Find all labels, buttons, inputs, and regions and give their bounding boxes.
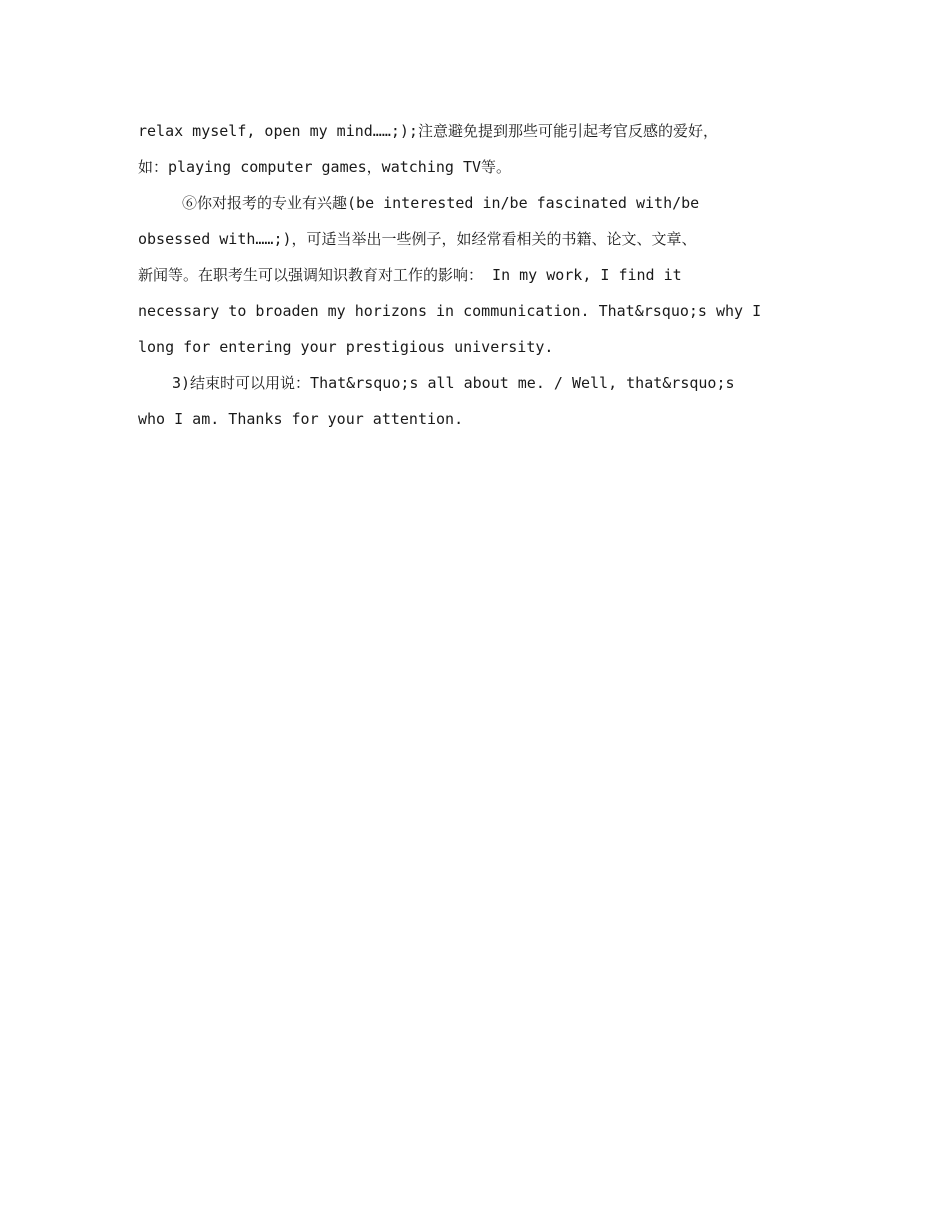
paragraph-major-interest bbox=[138, 185, 814, 365]
paragraph-hobbies-continued bbox=[138, 113, 814, 185]
text-line: 3)结束时可以用说：That&rsquo;s all about me. / Well, that&rsquo;s bbox=[172, 374, 735, 392]
text-line: 新闻等。在职考生可以强调知识教育对工作的影响： In my work, I find it bbox=[138, 266, 682, 284]
text-line: who I am. Thanks for your attention. bbox=[138, 410, 464, 428]
text-line: necessary to broaden my horizons in communication. That&rsquo;s why I bbox=[138, 302, 762, 320]
text-line: relax myself, open my mind……;);注意避免提到那些可能引起考官反感的爱好， bbox=[138, 122, 718, 140]
text-line: 如：playing computer games，watching TV等。 bbox=[138, 158, 512, 176]
text-line: long for entering your prestigious university. bbox=[138, 338, 554, 356]
paragraph-closing bbox=[138, 365, 814, 437]
document-body bbox=[138, 113, 814, 437]
text-line: obsessed with……;)，可适当举出一些例子，如经常看相关的书籍、论文、文章、 bbox=[138, 230, 697, 248]
text-line: ⑥你对报考的专业有兴趣(be interested in/be fascinated with/be bbox=[182, 194, 700, 212]
